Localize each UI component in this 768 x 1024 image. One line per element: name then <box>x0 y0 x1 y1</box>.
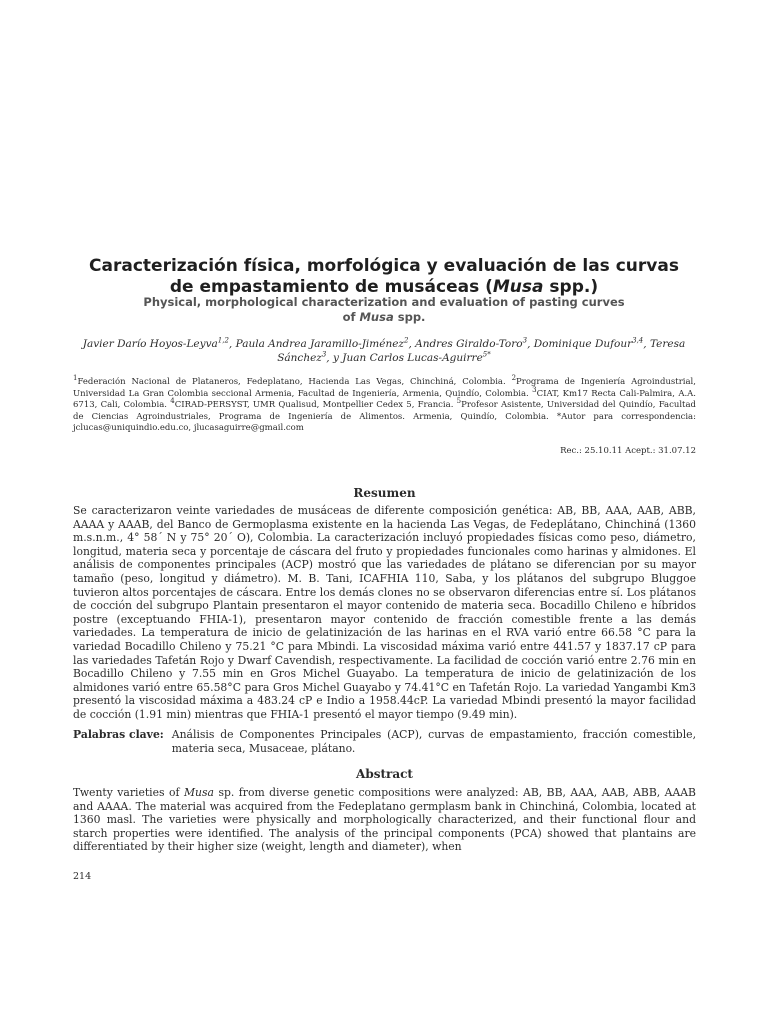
keywords-text: Análisis de Componentes Principales (ACP), curvas de empastamiento, fracción comestible, materia seca, Musaceae, plátano. <box>171 728 696 755</box>
paper-title-line1: Caracterización física, morfológica y evaluación de las curvas <box>89 256 679 276</box>
paper-title-english-line2: of Musa spp. <box>342 310 426 324</box>
resumen-text: Se caracterizaron veinte variedades de musáceas de diferente composición genética: AB, BB, AAA, AAB, ABB, AAAA y AAAB, del Banco de Germoplasma existente en la hacienda Las Vegas, de Fedeplátano, Chinchiná (1360 m.s.n.m., 4° 58´ N y 75° 20´ O), Colombia. La caracterización incluyó propiedades físicas como peso, diámetro, longitud, materia seca y porcentaje de cáscara del fruto y propiedades funcionales como harinas y almidones. El análisis de componentes principales (ACP) mostró que las variedades de plátano se diferencian por su mayor tamaño (peso, longitud y diámetro). M. B. Tani, ICAFHIA 110, Saba, y los plátanos del subgrupo Bluggoe tuvieron altos porcentajes de cáscara. Entre los demás clones no se observaron diferencias entre sí. Los plátanos de cocción del subgrupo Plantain presentaron el mayor contenido de materia seca. Bocadillo Chileno e híbridos postre (exceptuando FHIA-1), presentaron mayor contenido de fracción comestible frente a las demás variedades. La temperatura de inicio de gelatinización de las harinas en el RVA varió entre 66.58 °C para la variedad Bocadillo Chileno y 75.21 °C para Mbindi. La viscosidad máxima varió entre 441.57 y 1837.17 cP para las variedades Tafetán Rojo y Dwarf Cavendish, respectivamente. La facilidad de cocción varió entre 2.76 min en Bocadillo Chileno y 7.55 min en Gros Michel Guayabo. La temperatura de inicio de gelatinización de los almidones varió entre 65.58°C para Gros Michel Guayabo y 74.41°C en Tafetán Rojo. La variedad Yangambi Km3 presentó la viscosidad máxima a 483.24 cP e Indio a 1958.44cP. La variedad Mbindi presentó la mayor facilidad de cocción (1.91 min) mientras que FHIA-1 presentó el mayor tiempo (9.49 min). <box>73 504 696 721</box>
abstract-text: Twenty varieties of Musa sp. from diverse genetic compositions were analyzed: AB, BB, AAA, AAB, ABB, AAAB and AAAA. The material was acquired from the Fedeplatano germplasm bank in Chinchiná, Colombia, located at 1360 masl. The varieties were physically and morphologically characterized, and their functional flour and starch properties were identified. The analysis of the principal components (PCA) showed that plantains are differentiated by their higher size (weight, length and diameter), when <box>73 786 696 854</box>
keywords-label: Palabras clave: <box>73 728 164 741</box>
paper-title-line2: de empastamiento de musáceas (Musa spp.) <box>169 277 599 297</box>
abstract-heading: Abstract <box>356 767 413 781</box>
paper-title-english <box>60 295 708 325</box>
author-list: Javier Darío Hoyos-Leyva$^{1,2}$, Paula Andrea Jaramillo-Jiménez$^2$, Andres Giraldo-Toro$^3$, Dominique Dufour$^{3,4}$, Teresa Sánchez$^3$, y Juan Carlos Lucas-Aguirre$^{5*}$ <box>82 336 686 364</box>
resumen-heading: Resumen <box>353 486 416 500</box>
page-number: 214 <box>73 871 92 882</box>
affiliations: $^1$Federación Nacional de Plataneros, Fedeplatano, Hacienda Las Vegas, Chinchiná, Colombia. $^2$Programa de Ingeniería Agroindustrial, Universidad La Gran Colombia seccional Armenia, Facultad de Ingeniería, Armenia, Quindío, Colombia. $^3$CIAT, Km17 Recta Cali-Palmira, A.A. 6713, Cali, Colombia. $^4$CIRAD-PERSYST, UMR Qualisud, Montpellier Cedex 5, Francia. $^5$Profesor Asistente, Universidad del Quindío, Facultad de Ciencias Agroindustriales, Programa de Ingeniería de Alimentos. Armenia, Quindío, Colombia. *Autor para correspondencia: jclucas@uniquindio.edu.co, jlucasaguirre@gmail.com <box>73 374 696 433</box>
paper-title <box>60 256 708 298</box>
received-accepted-dates: Rec.: 25.10.11 Acept.: 31.07.12 <box>560 446 696 456</box>
keywords <box>73 728 696 755</box>
paper-title-english-line1: Physical, morphological characterization and evaluation of pasting curves <box>143 295 625 309</box>
